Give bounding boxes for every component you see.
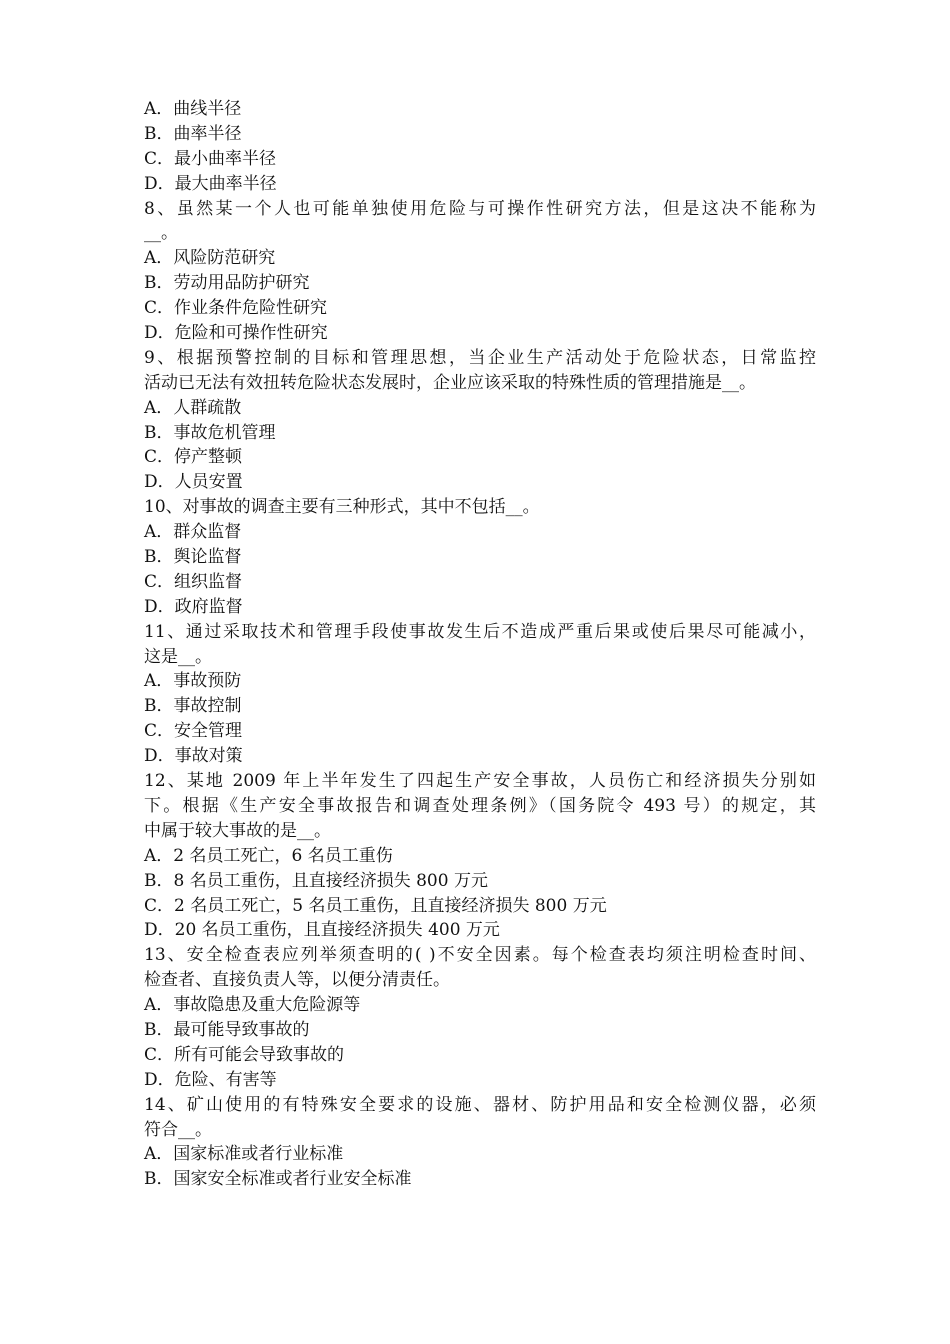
option-line: A．人群疏散 <box>144 397 242 418</box>
question-14-line-2: 符合__。 <box>144 1119 212 1140</box>
question-9-line-1: 9、根据预警控制的目标和管理思想，当企业生产活动处于危险状态，日常监控 <box>144 347 816 368</box>
option-line: D．20 名员工重伤，且直接经济损失 400 万元 <box>144 920 500 941</box>
option-line: C．组织监督 <box>144 571 243 592</box>
question-11-line-1: 11、通过采取技术和管理手段使事故发生后不造成严重后果或使后果尽可能减小， <box>144 621 816 642</box>
option-line: A．曲线半径 <box>144 99 242 119</box>
question-9-line-2: 活动已无法有效扭转危险状态发展时，企业应该采取的特殊性质的管理措施是__。 <box>144 372 756 393</box>
option-line: B．事故危机管理 <box>144 422 276 443</box>
option-line: A．国家标准或者行业标准 <box>144 1144 344 1165</box>
question-8-line-2: __。 <box>144 223 178 244</box>
option-line: A．事故隐患及重大危险源等 <box>144 995 361 1016</box>
option-line: D．人员安置 <box>144 472 243 493</box>
option-line: C．安全管理 <box>144 721 243 742</box>
option-line: D．最大曲率半径 <box>144 173 277 194</box>
option-line: C．最小曲率半径 <box>144 148 277 169</box>
option-line: C．所有可能会导致事故的 <box>144 1044 345 1065</box>
option-line: A．风险防范研究 <box>144 248 276 269</box>
option-line: D．危险、有害等 <box>144 1069 277 1090</box>
option-line: C．2 名员工死亡，5 名员工重伤，且直接经济损失 800 万元 <box>144 895 607 916</box>
question-12-line-1: 12、某地 2009 年上半年发生了四起生产安全事故，人员伤亡和经济损失分别如 <box>144 771 816 792</box>
option-line: B．舆论监督 <box>144 547 242 568</box>
option-line: A．群众监督 <box>144 522 242 543</box>
question-12-line-3: 中属于较大事故的是__。 <box>144 820 331 841</box>
question-14-line-1: 14、矿山使用的有特殊安全要求的设施、器材、防护用品和安全检测仪器，必须 <box>144 1094 816 1115</box>
option-line: D．危险和可操作性研究 <box>144 323 328 344</box>
option-line: C．停产整顿 <box>144 447 243 468</box>
exam-text-body <box>144 97 816 1192</box>
option-line: B．最可能导致事故的 <box>144 1019 310 1040</box>
option-line: B．8 名员工重伤，且直接经济损失 800 万元 <box>144 870 488 891</box>
option-line: A．2 名员工死亡，6 名员工重伤 <box>144 845 393 866</box>
option-line: B．事故控制 <box>144 696 242 717</box>
option-line: B．劳动用品防护研究 <box>144 273 310 294</box>
option-line: A．事故预防 <box>144 671 242 692</box>
option-line: C．作业条件危险性研究 <box>144 298 328 319</box>
question-11-line-2: 这是__。 <box>144 646 212 667</box>
option-line: B．国家安全标准或者行业安全标准 <box>144 1169 412 1190</box>
question-13-line-2: 检查者、直接负责人等，以便分清责任。 <box>144 970 450 991</box>
question-10-line-1: 10、对事故的调查主要有三种形式，其中不包括__。 <box>144 497 540 518</box>
option-line: B．曲率半径 <box>144 123 242 144</box>
question-12-line-2: 下。根据《生产安全事故报告和调查处理条例》（国务院令 493 号）的规定，其 <box>144 795 816 816</box>
question-13-line-1: 13、安全检查表应列举须查明的( )不安全因素。每个检查表均须注明检查时间、 <box>144 945 816 966</box>
option-line: D．事故对策 <box>144 746 243 767</box>
option-line: D．政府监督 <box>144 596 243 617</box>
question-8-line-1: 8、虽然某一个人也可能单独使用危险与可操作性研究方法，但是这决不能称为 <box>144 198 816 219</box>
